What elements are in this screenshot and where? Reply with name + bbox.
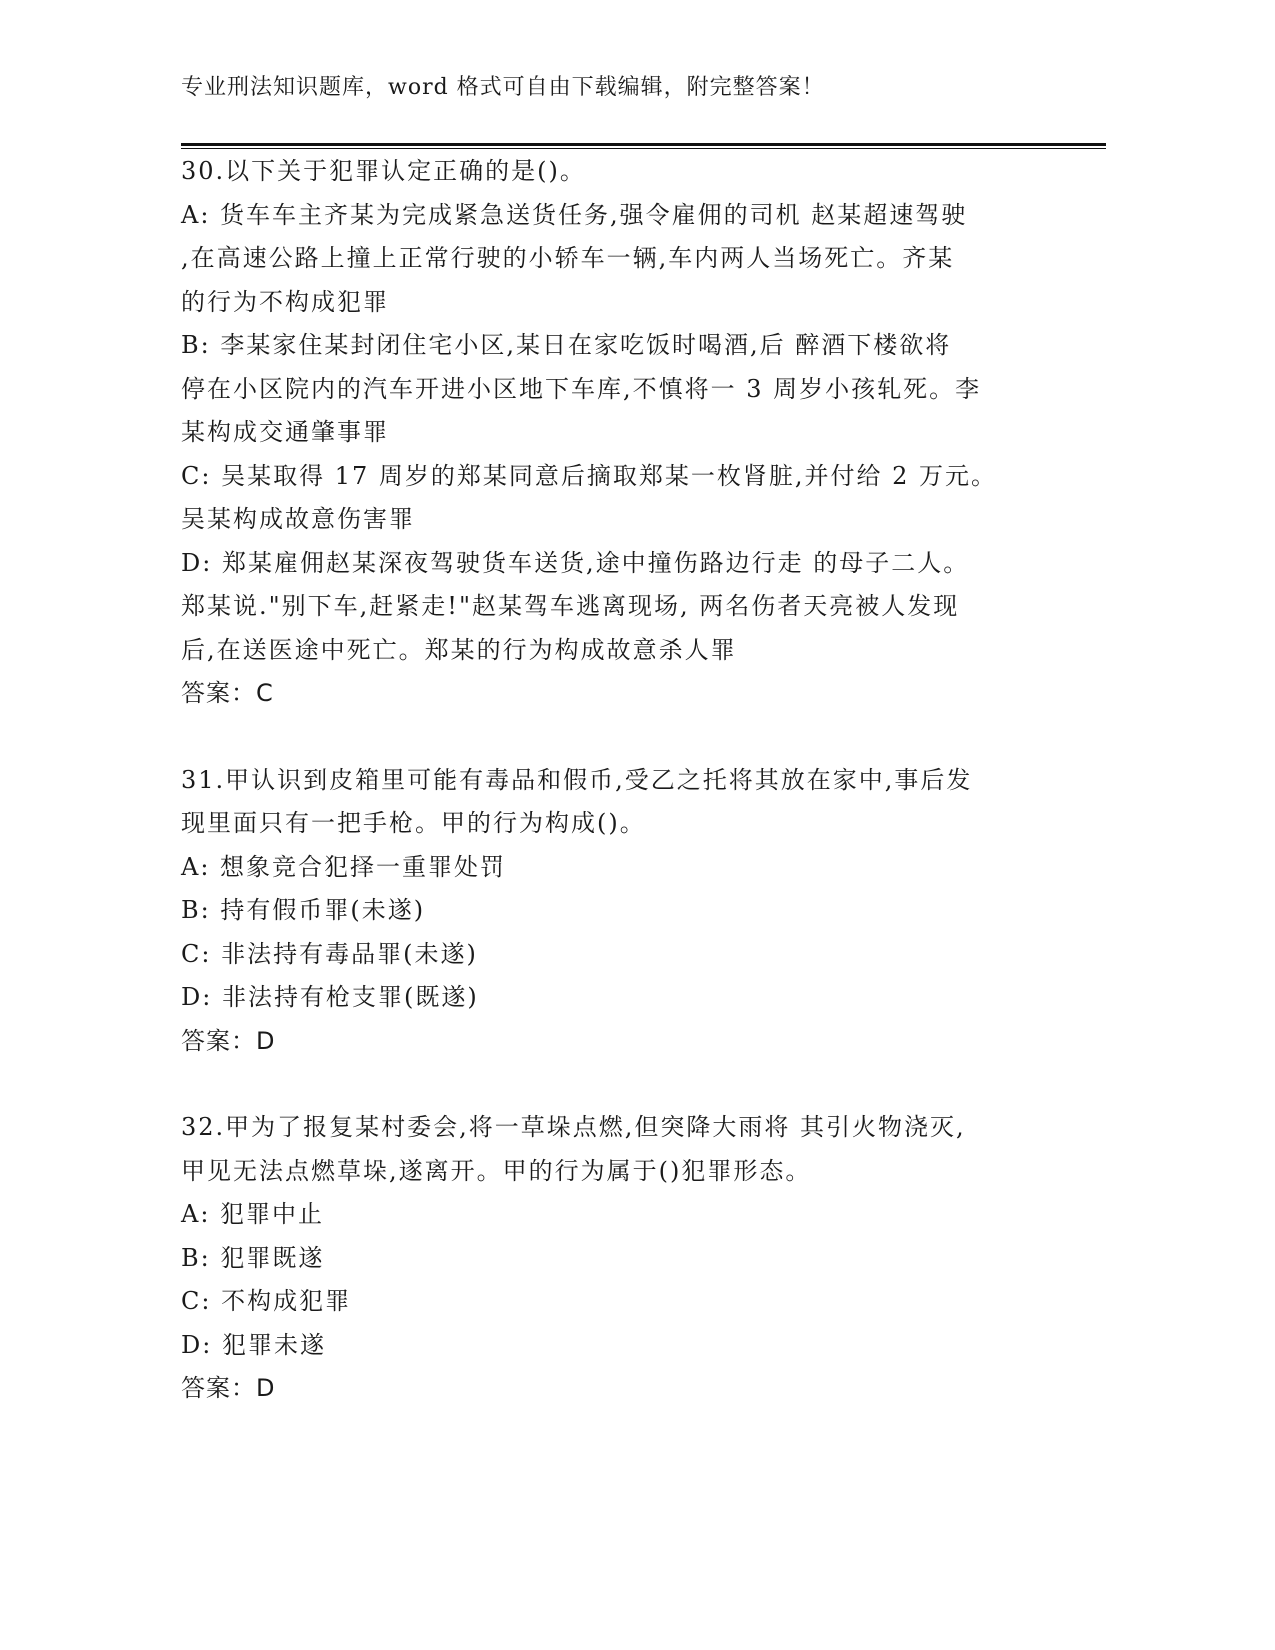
question-stem: 32.甲为了报复某村委会,将一草垛点燃,但突降大雨将 其引火物浇灭, [181, 1113, 966, 1141]
option-line: 某构成交通肇事罪 [181, 418, 389, 446]
option-b: B: 持有假币罪(未遂) [181, 896, 426, 924]
option-line: ,在高速公路上撞上正常行驶的小轿车一辆,车内两人当场死亡。齐某 [181, 244, 955, 272]
answer-label: 答案：C [181, 679, 274, 707]
question-stem: 甲见无法点燃草垛,遂离开。甲的行为属于()犯罪形态。 [181, 1156, 812, 1185]
option-b: B: 犯罪既遂 [181, 1243, 325, 1272]
option-d: D: 犯罪未遂 [181, 1330, 326, 1359]
header-divider [181, 143, 1106, 150]
answer-label: 答案：D [181, 1374, 276, 1402]
question-stem: 现里面只有一把手枪。甲的行为构成()。 [181, 809, 646, 837]
option-a: A: 犯罪中止 [181, 1200, 325, 1228]
option-line: 郑某说."别下车,赶紧走!"赵某驾车逃离现场, 两名伤者天亮被人发现 [181, 592, 960, 620]
question-32 [181, 1106, 1041, 1411]
option-line: D: 郑某雇佣赵某深夜驾驶货车送货,途中撞伤路边行走 的母子二人。 [181, 548, 970, 577]
option-line: A: 货车车主齐某为完成紧急送货任务,强令雇佣的司机 赵某超速驾驶 [181, 200, 968, 229]
question-30 [181, 150, 1041, 716]
option-c: C: 不构成犯罪 [181, 1287, 352, 1315]
question-stem: 30.以下关于犯罪认定正确的是()。 [181, 157, 586, 185]
answer-label: 答案：D [181, 1026, 276, 1055]
option-line: C: 吴某取得 17 周岁的郑某同意后摘取郑某一枚肾脏,并付给 2 万元。 [181, 461, 998, 490]
option-line: 吴某构成故意伤害罪 [181, 505, 415, 533]
option-line: 停在小区院内的汽车开进小区地下车库,不慎将一 3 周岁小孩轧死。李 [181, 374, 982, 403]
option-c: C: 非法持有毒品罪(未遂) [181, 939, 478, 968]
option-d: D: 非法持有枪支罪(既遂) [181, 983, 479, 1011]
header-divider-thin [181, 148, 1106, 149]
option-line: 的行为不构成犯罪 [181, 287, 389, 316]
page-header: 专业刑法知识题库，word 格式可自由下载编辑，附完整答案！ [181, 75, 825, 100]
question-stem: 31.甲认识到皮箱里可能有毒品和假币,受乙之托将其放在家中,事后发 [181, 765, 973, 794]
question-31 [181, 759, 1041, 1064]
option-line: B: 李某家住某封闭住宅小区,某日在家吃饭时喝酒,后 醉酒下楼欲将 [181, 331, 952, 359]
header-divider-thick [181, 143, 1106, 146]
option-a: A: 想象竞合犯择一重罪处罚 [181, 852, 507, 881]
question-list [181, 150, 1041, 1411]
option-line: 后,在送医途中死亡。郑某的行为构成故意杀人罪 [181, 635, 737, 664]
